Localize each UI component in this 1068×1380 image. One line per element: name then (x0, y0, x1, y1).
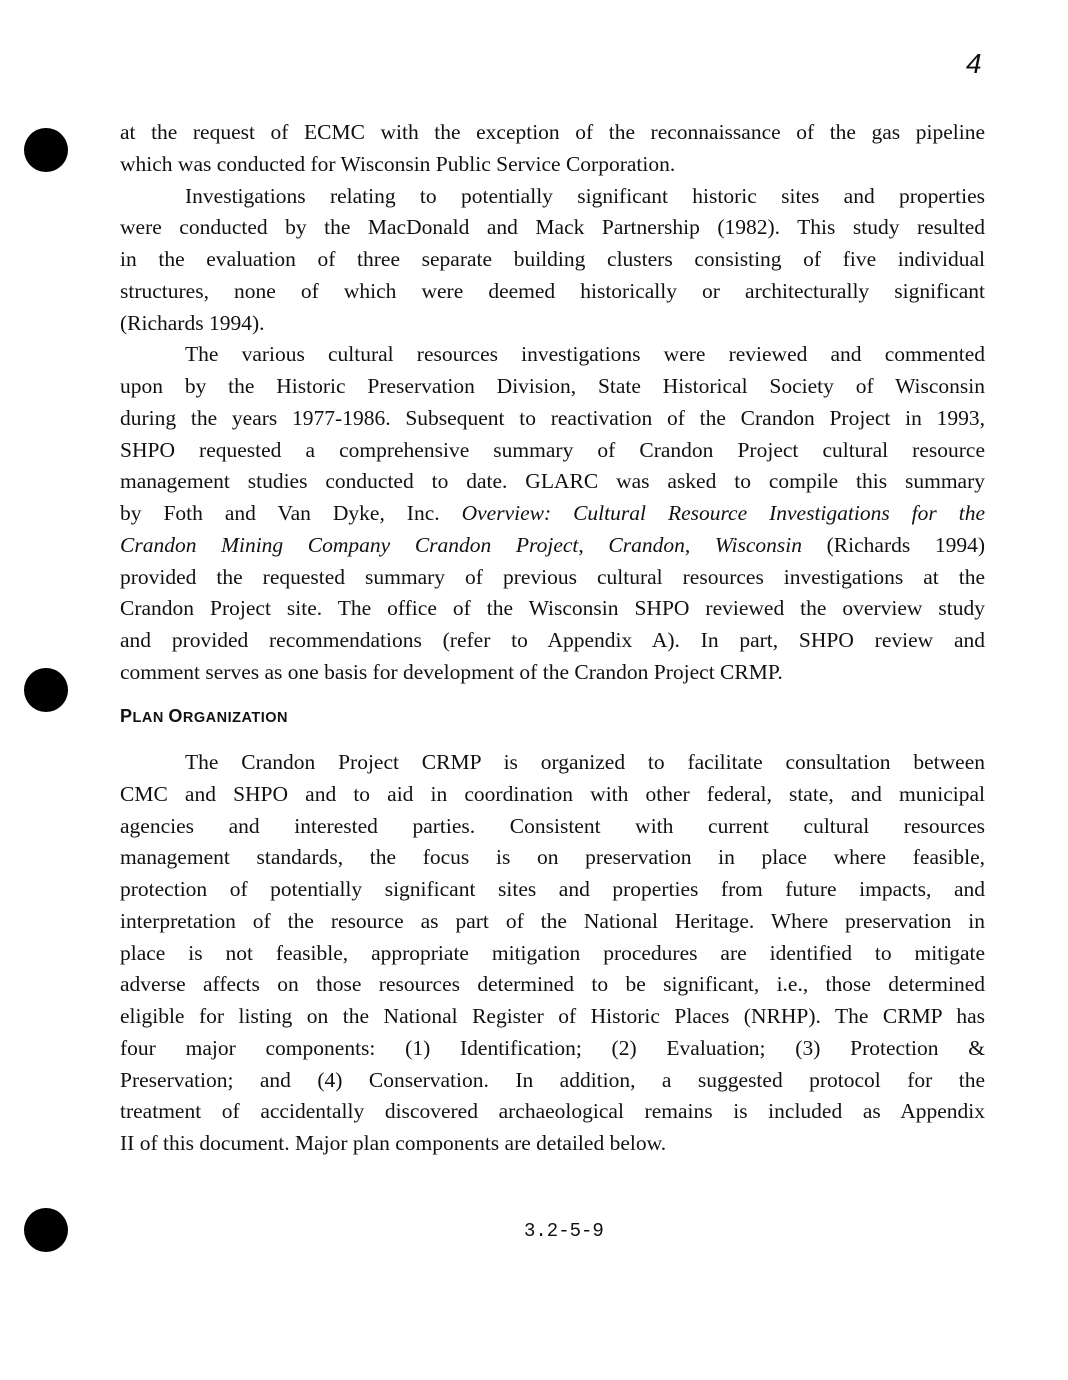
text-segment: upon by the Historic Preservation Division, State Historical Society of Wisconsin (120, 374, 985, 398)
text-segment: agencies and interested parties. Consistent with current cultural resources (120, 813, 985, 838)
text-line (120, 530, 985, 560)
heading-text: RGANIZATION (182, 710, 288, 726)
italic-title-text: Crandon Mining Company Crandon Project, Crandon, Wisconsin (120, 532, 803, 557)
punch-hole (24, 128, 68, 172)
text-line (185, 747, 985, 777)
text-segment: protection of potentially significant sites and properties from future impacts, and (120, 877, 985, 901)
text-segment: (Richards 1994) (802, 532, 985, 557)
document-footer-number: 3.2-5-9 (524, 1220, 604, 1242)
text-line (120, 498, 985, 528)
text-line (120, 1096, 985, 1126)
text-line (120, 403, 985, 433)
text-line (120, 308, 985, 338)
text-segment: SHPO requested a comprehensive summary of Crandon Project cultural resource (120, 437, 985, 462)
text-segment: four major components: (1) Identification; (2) Evaluation; (3) Protection & (120, 1035, 985, 1060)
text-segment: in the evaluation of three separate building clusters consisting of five individual (120, 247, 985, 271)
text-line (120, 276, 985, 306)
text-line (120, 938, 985, 968)
heading-initial: O (168, 706, 183, 726)
text-segment: CMC and SHPO and to aid in coordination with other federal, state, and municipal (120, 781, 985, 806)
text-segment: and provided recommendations (refer to Appendix A). In part, SHPO review and (120, 628, 985, 652)
text-line (120, 562, 985, 592)
text-line (120, 244, 985, 274)
text-segment: treatment of accidentally discovered archaeological remains is included as Appendix (120, 1099, 985, 1124)
text-segment: provided the requested summary of previous cultural resources investigations at the (120, 564, 985, 589)
text-line (120, 149, 985, 179)
text-line (120, 117, 985, 147)
text-segment: adverse affects on those resources determined to be significant, i.e., those determined (120, 972, 985, 997)
text-line (120, 593, 985, 623)
heading-text: LAN (132, 710, 169, 726)
text-segment: management studies conducted to date. GLARC was asked to compile this summary (120, 469, 985, 494)
text-segment: The various cultural resources investigations were reviewed and commented (185, 342, 985, 367)
text-segment: eligible for listing on the National Register of Historic Places (NRHP). The CRMP has (120, 1004, 985, 1028)
text-segment: Investigations relating to potentially significant historic sites and properties (185, 183, 985, 208)
section-heading (120, 706, 288, 727)
text-segment: at the request of ECMC with the exception of the reconnaissance of the gas pipeline (120, 120, 985, 144)
page-number: 4 (966, 48, 982, 79)
text-line (120, 779, 985, 809)
text-line (120, 842, 985, 872)
text-segment: II of this document. Major plan components are detailed below. (120, 1131, 667, 1155)
text-segment: management standards, the focus is on preservation in place where feasible, (120, 845, 985, 870)
text-line (120, 625, 985, 655)
text-line (120, 466, 985, 496)
text-segment: by Foth and Van Dyke, Inc. (120, 501, 462, 525)
text-line (120, 811, 985, 841)
text-line (120, 874, 985, 904)
punch-hole (24, 1208, 68, 1252)
text-segment: during the years 1977-1986. Subsequent to reactivation of the Crandon Project in 1993, (120, 405, 985, 430)
text-line (120, 212, 985, 242)
text-segment: which was conducted for Wisconsin Public Service Corporation. (120, 151, 676, 176)
text-segment: (Richards 1994). (120, 310, 265, 335)
text-line (120, 1065, 985, 1095)
text-segment: place is not feasible, appropriate mitigation procedures are identified to mitigate (120, 940, 985, 965)
text-line (120, 435, 985, 465)
text-line (120, 371, 985, 401)
text-segment: structures, none of which were deemed historically or architecturally significant (120, 278, 985, 303)
text-segment: interpretation of the resource as part of the National Heritage. Where preservation in (120, 908, 985, 933)
italic-title-text: Overview: Cultural Resource Investigations for the (461, 501, 986, 525)
heading-initial: P (120, 706, 133, 726)
text-line (185, 339, 985, 369)
text-line (120, 1001, 985, 1031)
text-segment: The Crandon Project CRMP is organized to facilitate consultation between (185, 750, 985, 774)
text-line (120, 1033, 985, 1063)
text-line (120, 969, 985, 999)
text-line (120, 1128, 985, 1158)
text-segment: Preservation; and (4) Conservation. In addition, a suggested protocol for the (120, 1067, 985, 1092)
text-line (120, 657, 985, 687)
text-line (120, 906, 985, 936)
text-segment: were conducted by the MacDonald and Mack Partnership (1982). This study resulted (120, 215, 985, 240)
text-segment: Crandon Project site. The office of the Wisconsin SHPO reviewed the overview study (120, 596, 985, 621)
punch-hole (24, 668, 68, 712)
text-line (185, 181, 985, 211)
text-segment: comment serves as one basis for development of the Crandon Project CRMP. (120, 659, 783, 684)
